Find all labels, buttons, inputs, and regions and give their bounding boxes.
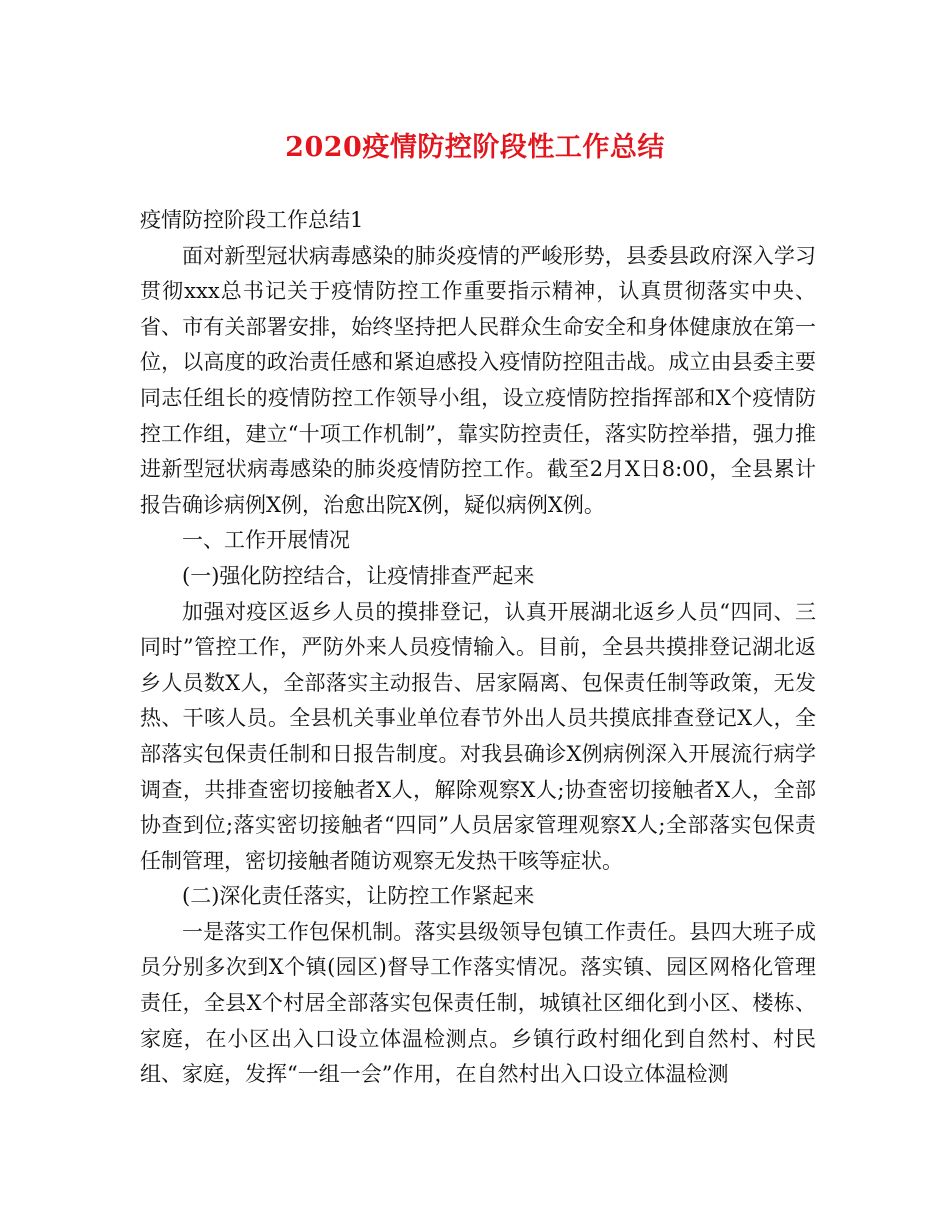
subheading-responsibility: (二)深化责任落实，让防控工作紧起来: [182, 884, 535, 909]
section-heading: 疫情防控阶段工作总结1: [140, 208, 364, 232]
subheading-prevention: (一)强化防控结合，让疫情排查严起来: [182, 563, 535, 588]
work-progress-heading: 一、工作开展情况: [182, 528, 350, 553]
responsibility-paragraph: 一是落实工作包保机制。落实县级领导包镇工作责任。县四大班子成员分别多次到X个镇(园区)督导工作落实情况。落实镇、园区网格化管理责任，全县X个村居全部落实包保责任制，城镇社区细化到小区、楼栋、家庭，在小区出入口设立体温检测点。乡镇行政村细化到自然村、村民组、家庭，发挥“一组一会”作用，在自然村出入口设立体温检测: [140, 919, 816, 1087]
intro-paragraph: 面对新型冠状病毒感染的肺炎疫情的严峻形势，县委县政府深入学习贯彻xxx总书记关于疫情防控工作重要指示精神，认真贯彻落实中央、省、市有关部署安排，始终坚持把人民群众生命安全和身体健康放在第一位，以高度的政治责任感和紧迫感投入疫情防控阻击战。成立由县委主要同志任组长的疫情防控工作领导小组，设立疫情防控指挥部和X个疫情防控工作组，建立“十项工作机制”，靠实防控责任，落实防控举措，强力推进新型冠状病毒感染的肺炎疫情防控工作。截至2月X日8:00，全县累计报告确诊病例X例，治愈出院X例，疑似病例X例。: [140, 243, 816, 517]
screening-paragraph: 加强对疫区返乡人员的摸排登记，认真开展湖北返乡人员“四同、三同时”管控工作，严防外来人员疫情输入。目前，全县共摸排登记湖北返乡人员数X人，全部落实主动报告、居家隔离、包保责任制等政策，无发热、干咳人员。全县机关事业单位春节外出人员共摸底排查登记X人，全部落实包保责任制和日报告制度。对我县确诊X例病例深入开展流行病学调查，共排查密切接触者X人，解除观察X人;协查密切接触者X人，全部协查到位;落实密切接触者“四同”人员居家管理观察X人;全部落实包保责任制管理，密切接触者随访观察无发热干咳等症状。: [140, 599, 816, 873]
document-body: [140, 203, 816, 1093]
document-title: 2020疫情防控阶段性工作总结: [285, 132, 665, 163]
